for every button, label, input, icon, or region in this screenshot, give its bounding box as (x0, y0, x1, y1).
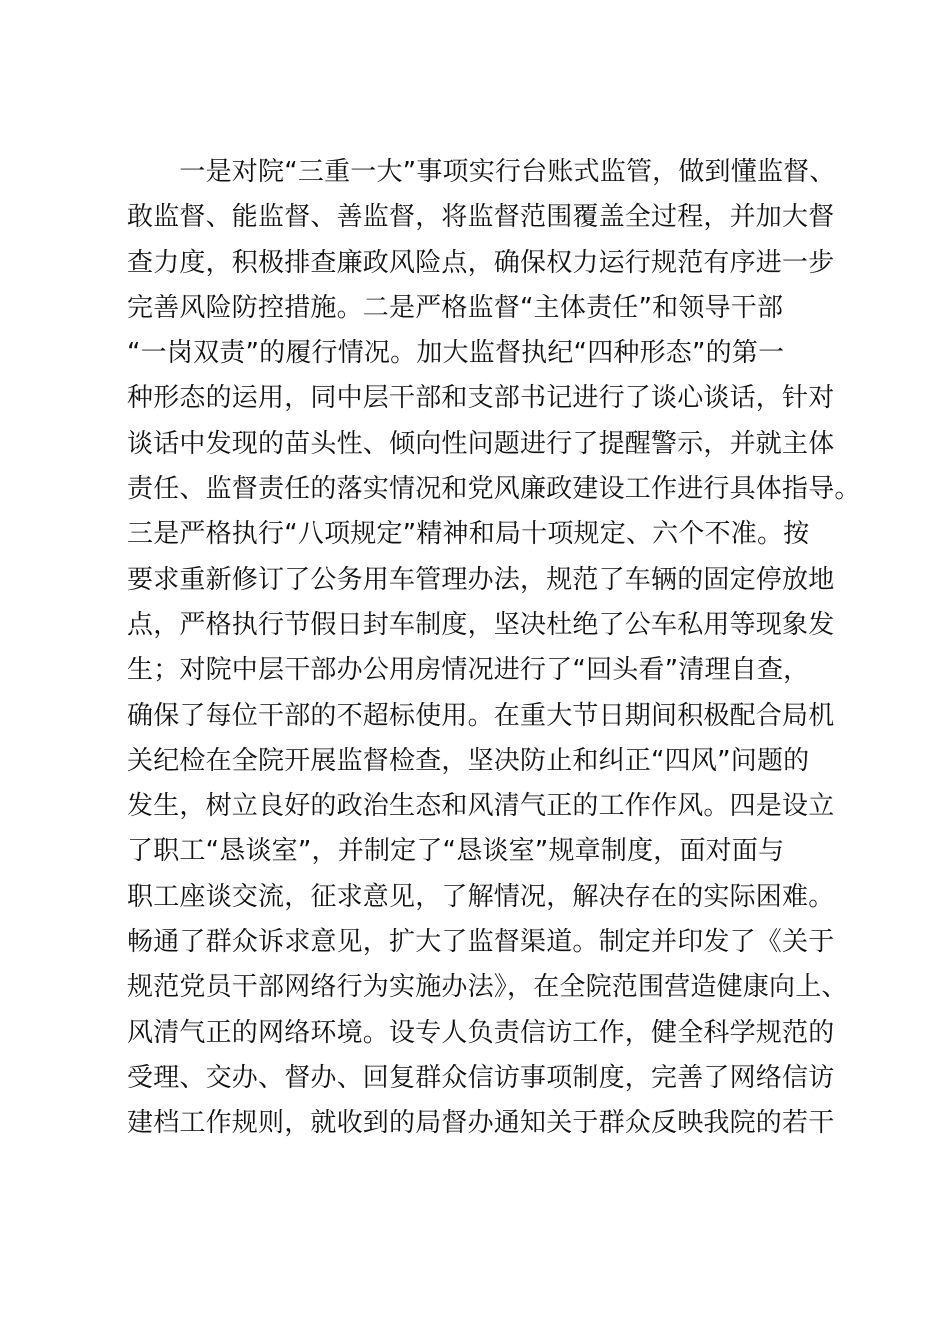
text-line: 责任、监督责任的落实情况和党风廉政建设工作进行具体指导。 (127, 474, 861, 505)
text-line: 生；对院中层干部办公用房情况进行了“回头看”清理自查， (127, 655, 810, 686)
text-line: 规范党员干部网络行为实施办法》，在全院范围营造健康向上、 (127, 972, 848, 1003)
text-line: 三是严格执行“八项规定”精神和局十项规定、六个不准。按 (127, 519, 810, 550)
text-line: 点，严格执行节假日封车制度，坚决杜绝了公车私用等现象发 (127, 609, 835, 640)
text-line: 建档工作规则，就收到的局督办通知关于群众反映我院的若干 (127, 1108, 835, 1139)
body-paragraph (127, 150, 861, 1147)
text-line: 发生，树立良好的政治生态和风清气正的工作作风。四是设立 (127, 791, 835, 822)
text-line: 关纪检在全院开展监督检查，坚决防止和纠正“四风”问题的 (127, 745, 810, 776)
text-line: 了职工“恳谈室”，并制定了“恳谈室”规章制度，面对面与 (127, 836, 785, 867)
text-line: 查力度，积极排查廉政风险点，确保权力运行规范有序进一步 (127, 247, 835, 278)
text-line: 畅通了群众诉求意见，扩大了监督渠道。制定并印发了《关于 (127, 927, 835, 958)
text-line: 受理、交办、督办、回复群众信访事项制度，完善了网络信访 (127, 1062, 835, 1093)
text-line: 要求重新修订了公务用车管理办法，规范了车辆的固定停放地 (127, 564, 835, 595)
text-line: 一是对院“三重一大”事项实行台账式监管，做到懂监督、 (127, 157, 836, 187)
text-line: “一岗双责”的履行情况。加大监督执纪“四种形态”的第一 (127, 338, 785, 369)
text-line: 完善风险防控措施。二是严格监督“主体责任”和领导干部 (127, 292, 784, 323)
text-line: 风清气正的网络环境。设专人负责信访工作，健全科学规范的 (127, 1017, 835, 1048)
text-line: 谈话中发现的苗头性、倾向性问题进行了提醒警示，并就主体 (127, 428, 835, 459)
text-line: 职工座谈交流，征求意见，了解情况，解决存在的实际困难。 (127, 881, 835, 912)
text-line: 敢监督、能监督、善监督，将监督范围覆盖全过程，并加大督 (127, 202, 835, 233)
text-line: 确保了每位干部的不超标使用。在重大节日期间积极配合局机 (127, 700, 835, 731)
text-line: 种形态的运用，同中层干部和支部书记进行了谈心谈话，针对 (127, 383, 835, 414)
